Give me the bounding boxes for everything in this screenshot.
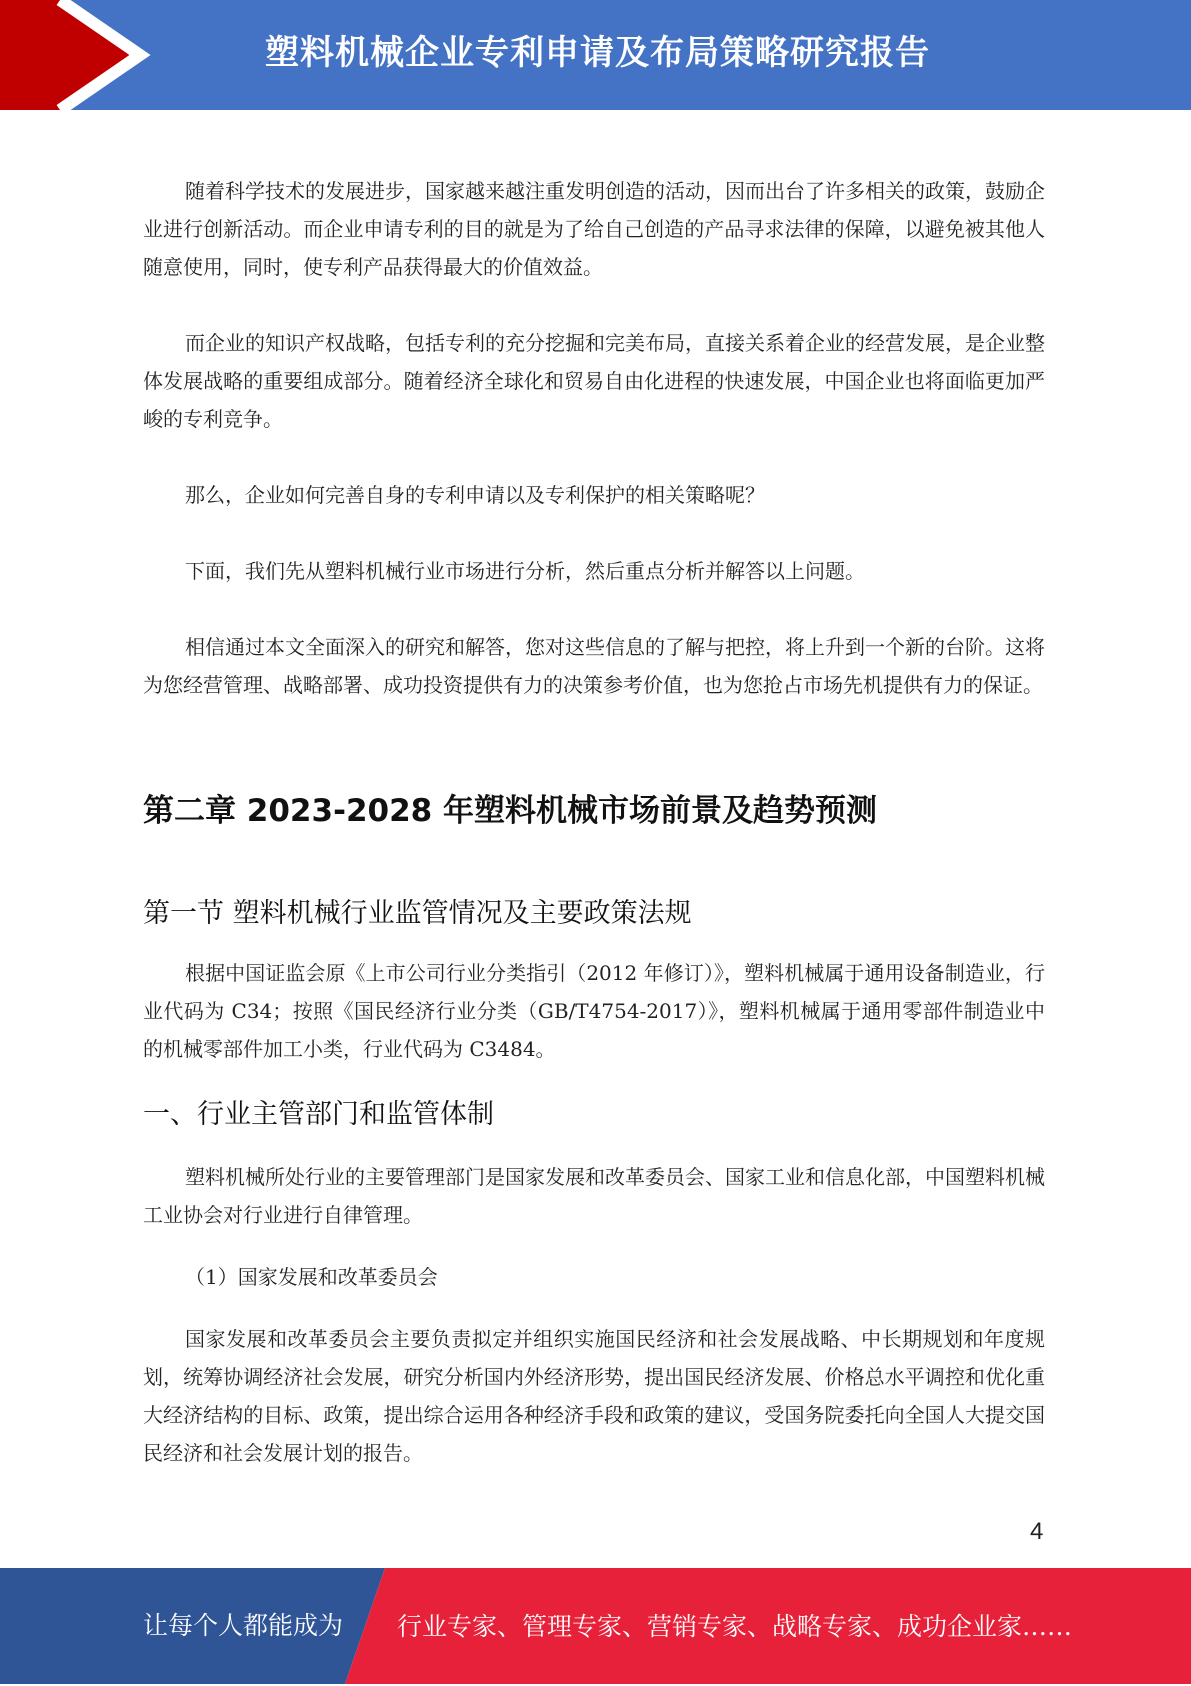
intro-paragraph-2: 而企业的知识产权战略，包括专利的充分挖掘和完美布局，直接关系着企业的经营发展，是企业整体发展战略的重要组成部分。随着经济全球化和贸易自由化进程的快速发展，中国企业也将面临更加严峻的专利竞争。	[143, 331, 1045, 431]
page-number: 4	[1030, 1518, 1044, 1545]
footer-slogan-left: 让每个人都能成为	[143, 1611, 344, 1640]
intro-paragraph-4: 下面，我们先从塑料机械行业市场进行分析，然后重点分析并解答以上问题。	[185, 559, 865, 583]
chapter-heading: 第二章 2023-2028 年塑料机械市场前景及趋势预测	[143, 793, 878, 829]
subsection-heading: 一、行业主管部门和监管体制	[143, 1099, 494, 1130]
ndrc-paragraph: 国家发展和改革委员会主要负责拟定并组织实施国民经济和社会发展战略、中长期规划和年度规划，统筹协调经济社会发展，研究分析国内外经济形势，提出国民经济发展、价格总水平调控和优化重大经济结构的目标、政策，提出综合运用各种经济手段和政策的建议，受国务院委托向全国人大提交国民经济和社会发展计划的报告。	[143, 1327, 1045, 1465]
page-footer	[0, 1568, 1191, 1684]
classification-paragraph: 根据中国证监会原《上市公司行业分类指引（2012 年修订）》，塑料机械属于通用设备制造业，行业代码为 C34；按照《国民经济行业分类（GB/T4754-2017）》，塑料机械属于通用零部件制造业中的机械零部件加工小类，行业代码为 C3484。	[143, 961, 1045, 1061]
regulator-paragraph: 塑料机械所处行业的主要管理部门是国家发展和改革委员会、国家工业和信息化部，中国塑料机械工业协会对行业进行自律管理。	[143, 1165, 1045, 1227]
page-header	[0, 0, 1191, 110]
intro-paragraph-1: 随着科学技术的发展进步，国家越来越注重发明创造的活动，因而出台了许多相关的政策，鼓励企业进行创新活动。而企业申请专利的目的就是为了给自己创造的产品寻求法律的保障，以避免被其他人随意使用，同时，使专利产品获得最大的价值效益。	[143, 179, 1045, 279]
footer-slogan-right: 行业专家、管理专家、营销专家、战略专家、成功企业家……	[397, 1612, 1073, 1641]
section-heading: 第一节 塑料机械行业监管情况及主要政策法规	[143, 898, 692, 929]
report-title: 塑料机械企业专利申请及布局策略研究报告	[265, 33, 930, 73]
list-item-ndrc: （1）国家发展和改革委员会	[185, 1265, 438, 1289]
intro-paragraph-3: 那么，企业如何完善自身的专利申请以及专利保护的相关策略呢？	[185, 483, 765, 507]
intro-paragraph-5: 相信通过本文全面深入的研究和解答，您对这些信息的了解与把控，将上升到一个新的台阶。这将为您经营管理、战略部署、成功投资提供有力的决策参考价值，也为您抢占市场先机提供有力的保证。	[143, 635, 1045, 697]
